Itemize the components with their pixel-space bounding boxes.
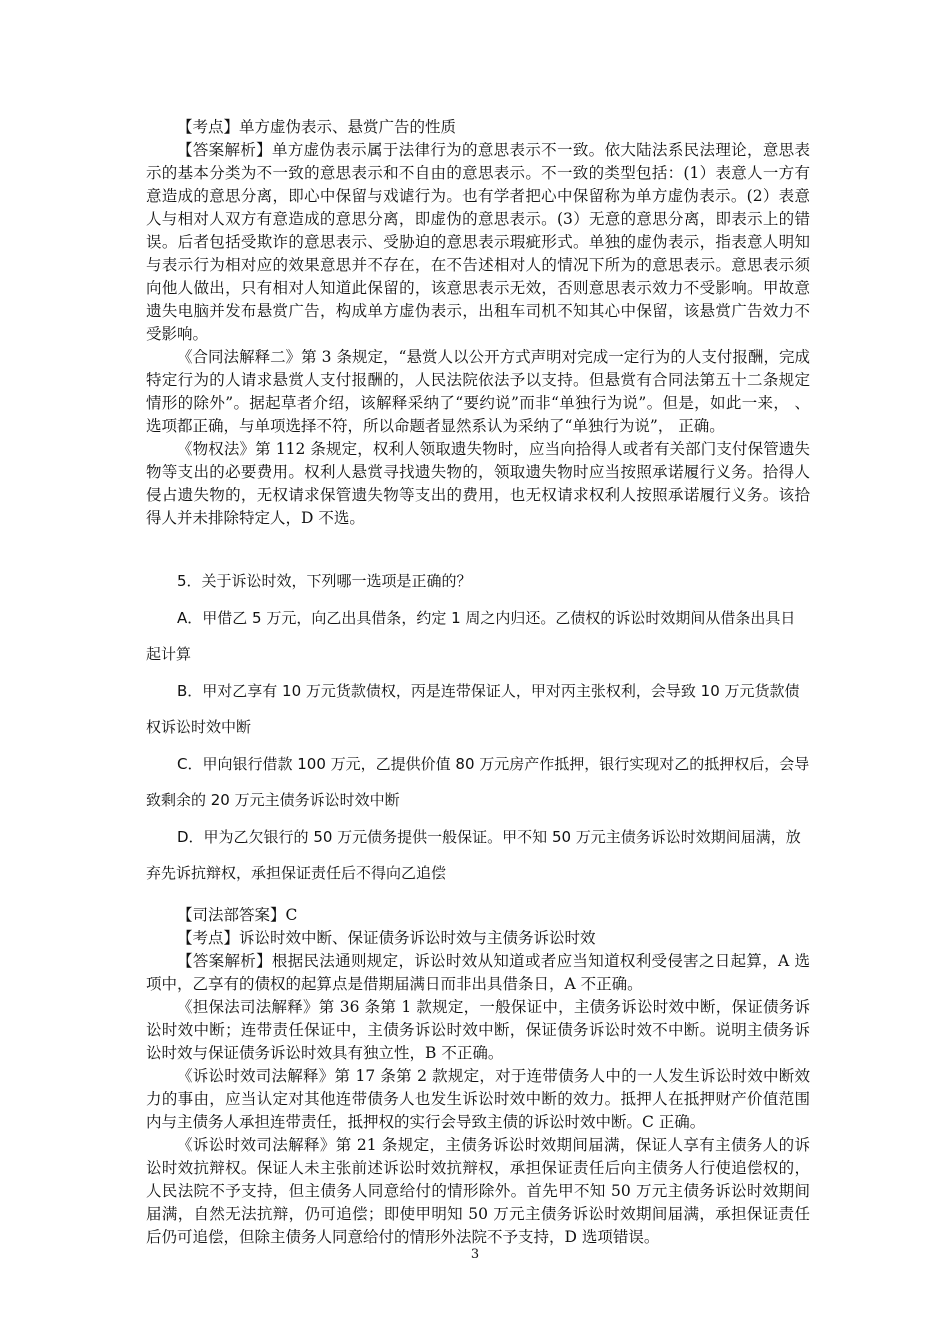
option-c: C．甲向银行借款 100 万元，乙提供价值 80 万元房产作抵押，银行实现对乙的抵押权后，会导致剩余的 20 万元主债务诉讼时效中断 (146, 755, 810, 809)
exam-point-1: 【考点】单方虚伪表示、悬赏广告的性质 (177, 118, 457, 136)
official-answer: 【司法部答案】C (177, 906, 298, 924)
question-stem: 5．关于诉讼时效，下列哪一选项是正确的？ (177, 572, 472, 590)
answer-analysis-2: 【答案解析】根据民法通则规定，诉讼时效从知道或者应当知道权利受侵害之日起算，A 选项中，乙享有的债权的起算点是借期届满日而非出具借条日，A 不正确。 (146, 952, 810, 993)
option-b: B．甲对乙享有 10 万元货款债权，丙是连带保证人，甲对丙主张权利，会导致 10 万元货款债权诉讼时效中断 (146, 682, 800, 736)
option-d: D．甲为乙欠银行的 50 万元债务提供一般保证。甲不知 50 万元主债务诉讼时效期间届满，放弃先诉抗辩权，承担保证责任后不得向乙追偿 (146, 828, 801, 882)
analysis-section-2 (146, 904, 810, 1249)
analysis-section-1 (146, 116, 810, 530)
page-number: 3 (470, 1247, 480, 1262)
answer-analysis-1: 【答案解析】单方虚伪表示属于法律行为的意思表示不一致。依大陆法系民法理论，意思表示的基本分类为不一致的意思表示和不自由的意思表示。不一致的类型包括：(1）表意人一方有意造成的意思分离，即心中保留与戏谑行为。也有学者把心中保留称为单方虚伪表示。(2）表意人与相对人双方有意造成的意思分离，即虚伪的意思表示。(3）无意的意思分离，即表示上的错误。后者包括受欺诈的意思表示、受胁迫的意思表示瑕疵形式。单独的虚伪表示，指表意人明知与表示行为相对应的效果意思并不存在，在不告述相对人的情况下所为的意思表示。意思表示须向他人做出，只有相对人知道此保留的，该意思表示无效，否则意思表示效力不受影响。甲故意遗失电脑并发布悬赏广告，构成单方虚伪表示，出租车司机不知其心中保留，该悬赏广告效力不受影响。 (146, 141, 810, 343)
analysis-1-paragraph-3: 《物权法》第 112 条规定，权利人领取遗失物时，应当向拾得人或者有关部门支付保管遗失物等支出的必要费用。权利人悬赏寻找遗失物的，领取遗失物时应当按照承诺履行义务。拾得人侵占遗失物的，无权请求保管遗失物等支出的费用，也无权请求权利人按照承诺履行义务。该拾得人并未排除特定人，D 不选。 (146, 440, 810, 527)
option-a: A．甲借乙 5 万元，向乙出具借条，约定 1 周之内归还。乙债权的诉讼时效期间从借条出具日起计算 (146, 609, 796, 663)
analysis-1-paragraph-2: 《合同法解释二》第 3 条规定，“悬赏人以公开方式声明对完成一定行为的人支付报酬，完成特定行为的人请求悬赏人支付报酬的，人民法院依法予以支持。但悬赏有合同法第五十二条规定情形的除外”。据起草者介绍，该解释采纳了“要约说”而非“单独行为说”。但是，如此一来， 、 选项都正确，与单项选择不符，所以命题者显然系认为采纳了“单独行为说”， 正确。 (146, 348, 810, 435)
analysis-2-paragraph-4: 《诉讼时效司法解释》第 21 条规定，主债务诉讼时效期间届满，保证人享有主债务人的诉讼时效抗辩权。保证人未主张前述诉讼时效抗辩权，承担保证责任后向主债务人行使追偿权的，人民法院不予支持，但主债务人同意给付的情形除外。首先甲不知 50 万元主债务诉讼时效期间届满，自然无法抗辩，仍可追偿；即使甲明知 50 万元主债务诉讼时效期间届满，承担保证责任后仍可追偿，但除主债务人同意给付的情形外法院不予支持，D 选项错误。 (146, 1136, 810, 1246)
exam-point-2: 【考点】诉讼时效中断、保证债务诉讼时效与主债务诉讼时效 (177, 929, 596, 947)
question-5 (146, 563, 810, 891)
analysis-2-paragraph-3: 《诉讼时效司法解释》第 17 条第 2 款规定，对于连带债务人中的一人发生诉讼时效中断效力的事由，应当认定对其他连带债务人也发生诉讼时效中断的效力。抵押人在抵押财产价值范围内与主债务人承担连带责任，抵押权的实行会导致主债的诉讼时效中断。C 正确。 (146, 1067, 810, 1131)
analysis-2-paragraph-2: 《担保法司法解释》第 36 条第 1 款规定，一般保证中，主债务诉讼时效中断，保证债务诉讼时效中断；连带责任保证中，主债务诉讼时效中断，保证债务诉讼时效不中断。说明主债务诉讼时效与保证债务诉讼时效具有独立性，B 不正确。 (146, 998, 810, 1062)
